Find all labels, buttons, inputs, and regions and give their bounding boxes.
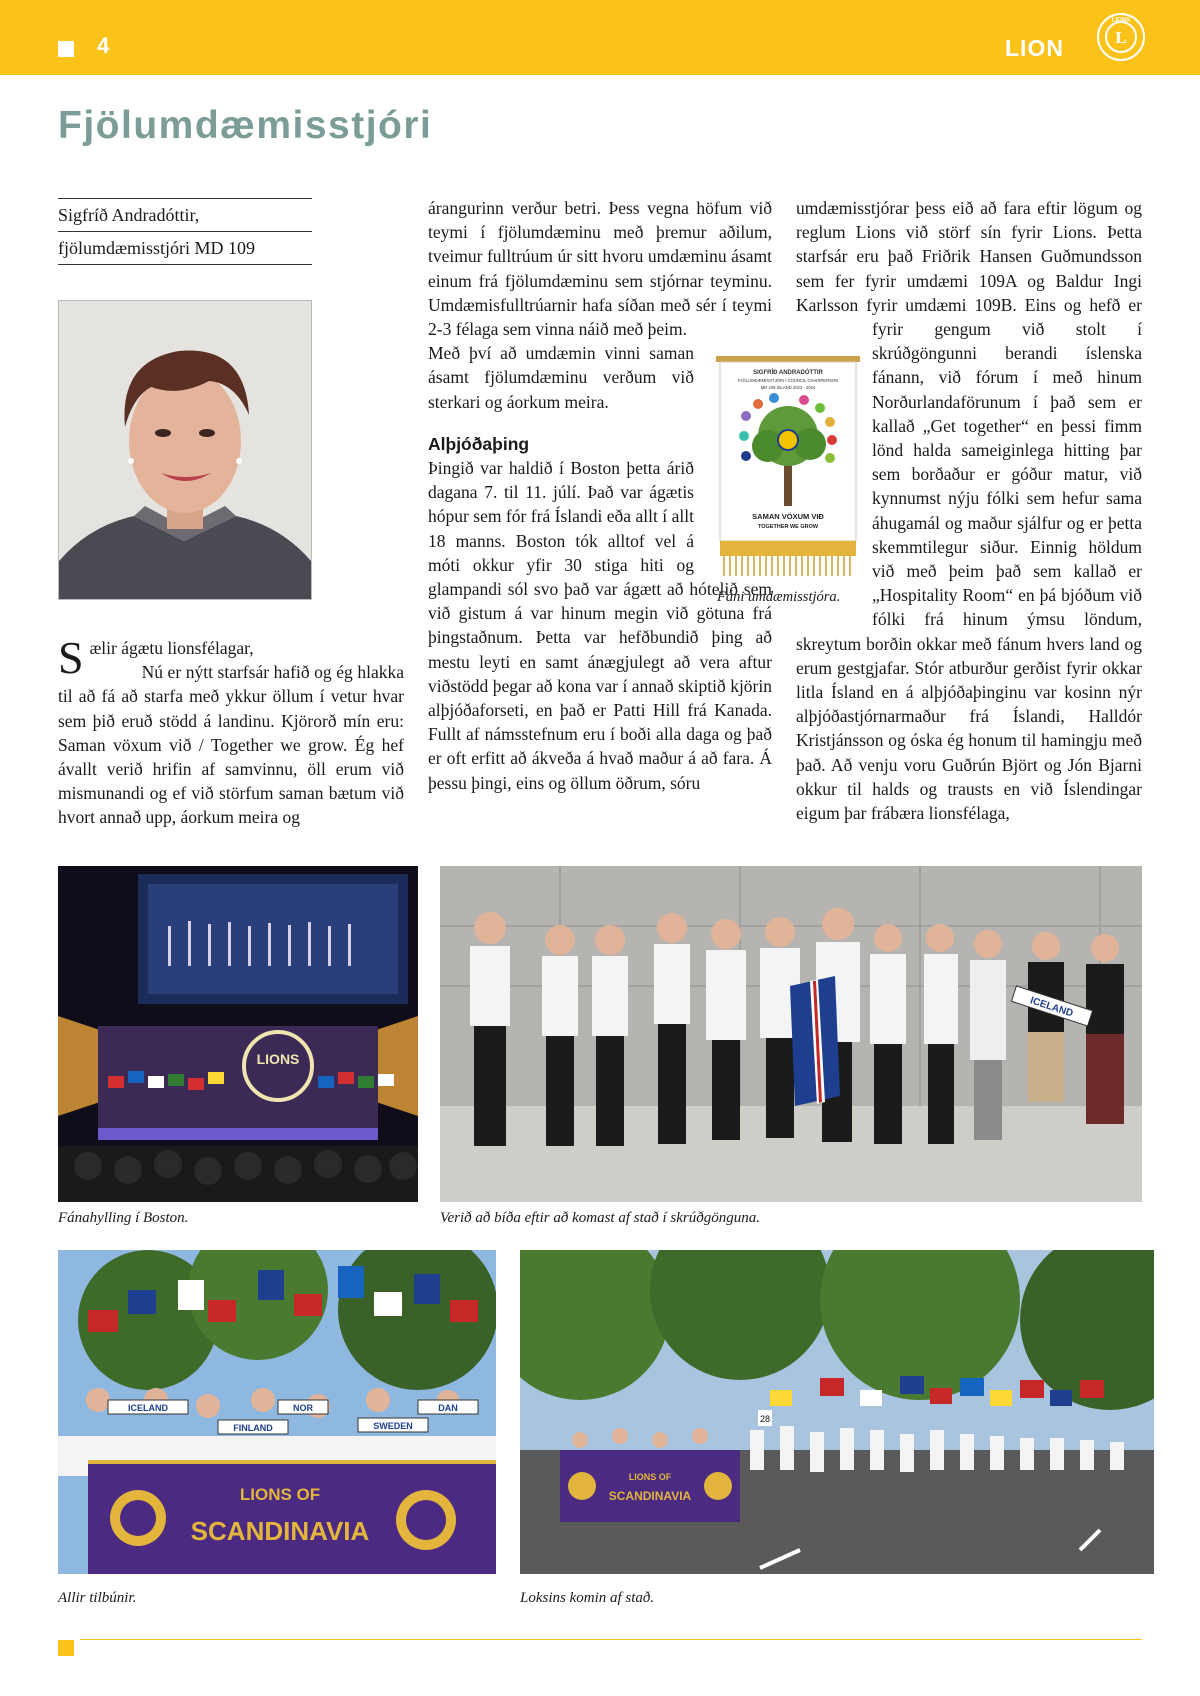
- article-paragraph: Nú er nýtt starfsár hafið og ég hlakka til að fá að starfa með ykkur öllum í vetur hvar sem þið eruð stödd á landinu. Kjörorð mín eru: Saman vöxum við / Together we grow. Ég hef ávallt verið hrifin af samvinnu, öll erum við mismunandi og ef við störfum saman bætum við hvort annað upp, áorkum meira og: [58, 662, 404, 828]
- svg-text:ICELAND: ICELAND: [1028, 995, 1075, 1020]
- footer-rule: [80, 1639, 1142, 1640]
- scandinavia-banner-photo: [58, 1250, 496, 1574]
- author-portrait: [58, 300, 312, 600]
- stage-flag-ceremony-photo: [58, 866, 418, 1202]
- svg-text:LIONS: LIONS: [256, 1051, 300, 1067]
- photo-caption: Fánahylling í Boston.: [58, 1210, 189, 1226]
- parade-photo: [520, 1250, 1154, 1574]
- page-marker-square: [58, 41, 74, 57]
- icelandic-group-photo: [440, 866, 1142, 1202]
- svg-text:LIONS OF: LIONS OF: [239, 1485, 321, 1504]
- district-governor-pennant: [716, 356, 860, 578]
- author-name: Sigfríð Andradóttir,: [58, 205, 200, 225]
- page-number: 4: [97, 33, 110, 58]
- byline: [58, 198, 312, 265]
- footer-marker-square: [58, 1640, 74, 1656]
- article-paragraph: Með því að umdæmin vinni saman ásamt fjölumdæminu verðum við sterkari og áorkum meira.: [428, 343, 694, 412]
- svg-text:LIONS OF: LIONS OF: [628, 1472, 672, 1482]
- photo-caption: Verið að bíða eftir að komast af stað í skrúðgönguna.: [440, 1210, 760, 1226]
- svg-text:NOR: NOR: [293, 1403, 313, 1413]
- article-paragraph: árangurinn verður betri. Þess vegna höfum við teymi í fjölumdæminu með þremur aðilum, tveimur fulltrúum úr sitt hvoru umdæminu ásamt einum frá fjölumdæminu sem stjórnar teyminu. Umdæmisfulltrúarnir hafa síðan með sér í teymi 2-3 félaga sem vinna náið með þeim.: [428, 198, 772, 340]
- svg-text:MD 109 ÍSLAND 2023 - 2024: MD 109 ÍSLAND 2023 - 2024: [760, 385, 816, 390]
- section-heading: Alþjóðaþing: [428, 433, 530, 454]
- svg-text:SWEDEN: SWEDEN: [373, 1421, 413, 1431]
- svg-text:L: L: [1115, 28, 1127, 47]
- svg-text:28: 28: [759, 1414, 771, 1424]
- article-paragraph: Þingið var haldið í Boston þetta árið dagana 7. til 11. júlí. Það var ágætis hópur sem fór frá Íslandi eða allt í allt 18 manns. Boston tók alltof vel á móti okkur yfir 30 stiga hiti og glampandi sól svo það var ágætt að hótelið sem við gistum á var hinum megin við götuna frá þingstaðnum. Þetta var hefðbundið þing að mestu leyti en samt ánægjulegt að vera aftur viðstödd þegar að kona var í annað skiptið kjörin alþjóðaforseti, en það er Patti Hill frá Kanada. Fullt af námsstefnum eru í boði alla daga og það er oft erfitt að ákveða á hvað maður á að fara. Á þessu þingi, eins og öllum öðrum, sóru: [428, 458, 772, 793]
- pennant-caption: Fáni umdæmisstjóra.: [717, 589, 841, 605]
- svg-text:SCANDINAVIA: SCANDINAVIA: [190, 1516, 370, 1546]
- article-column-1: [58, 632, 404, 830]
- svg-text:TOGETHER WE GROW: TOGETHER WE GROW: [757, 524, 819, 530]
- byline-rule: [58, 264, 312, 265]
- svg-text:DAN: DAN: [438, 1403, 458, 1413]
- drop-cap: S: [58, 632, 84, 683]
- svg-text:FJÖLUMDÆMISSTJÓRI / COUNCIL CH: FJÖLUMDÆMISSTJÓRI / COUNCIL CHAIRPERSON: [737, 378, 839, 383]
- svg-text:LIONS: LIONS: [1111, 17, 1131, 24]
- greeting-paragraph: Sælir ágætu lionsfélagar,: [58, 632, 254, 683]
- lions-logo-icon: [1096, 12, 1146, 62]
- svg-text:ICELAND: ICELAND: [128, 1403, 168, 1413]
- photo-caption: Allir tilbúnir.: [58, 1590, 137, 1606]
- photo-caption: Loksins komin af stað.: [520, 1590, 655, 1606]
- svg-text:SIGFRÍÐ ANDRADÓTTIR: SIGFRÍÐ ANDRADÓTTIR: [753, 370, 823, 376]
- svg-text:SAMAN VÖXUM VIÐ: SAMAN VÖXUM VIÐ: [752, 512, 824, 521]
- svg-text:FINLAND: FINLAND: [233, 1423, 273, 1433]
- article-paragraph: umdæmisstjórar þess eið að fara eftir lögum og reglum Lions við störf sín fyrir Lions. Þetta starfsár eru það Friðrik Hansen Guðmundsson sem fer fyrir umdæmi 109A og Baldur Ingi Karlsson fyrir umdæmi 109B. Eins og hefð er fyrir gengum við stolt í skrúðgöngunni berandi íslenska fánann, við fórum í með hinum Norðurlandaförunum í það sem er kallað „Get together“ en þessi fimm lönd halda sameiginlega hitting þar sem borðaður er góður matur, við kynnumst nýju fólki sem hefur sama áhugamál og maður sjálfur og er þetta skemmtilegur siður. Einnig höldum við með þeim það sem kallað er „Hospitality Room“ en þá bjóðum við fólki frá hinum ýmsu löndum, skreytum borðin okkar með fánum hvers land og erum gestgjafar. Stór atburður gerðist fyrir okkar litla Ísland en á alþjóðaþinginu var kosinn nýr alþjóðastjórnarmaður frá Íslandi, Halldór Kristjánsson og óska ég honum til hamingju með það. Að venju voru Guðrún Björt og Jón Bjarni okkur til halds og trausts en við Íslendingar eigum þar frábæra lionsfélaga,: [796, 198, 1142, 824]
- magazine-name: LION: [1005, 35, 1064, 61]
- svg-text:SCANDINAVIA: SCANDINAVIA: [608, 1489, 692, 1503]
- page-header: [0, 0, 1200, 75]
- page-title: Fjölumdæmisstjóri: [58, 104, 433, 147]
- author-role: fjölumdæmisstjóri MD 109: [58, 238, 256, 258]
